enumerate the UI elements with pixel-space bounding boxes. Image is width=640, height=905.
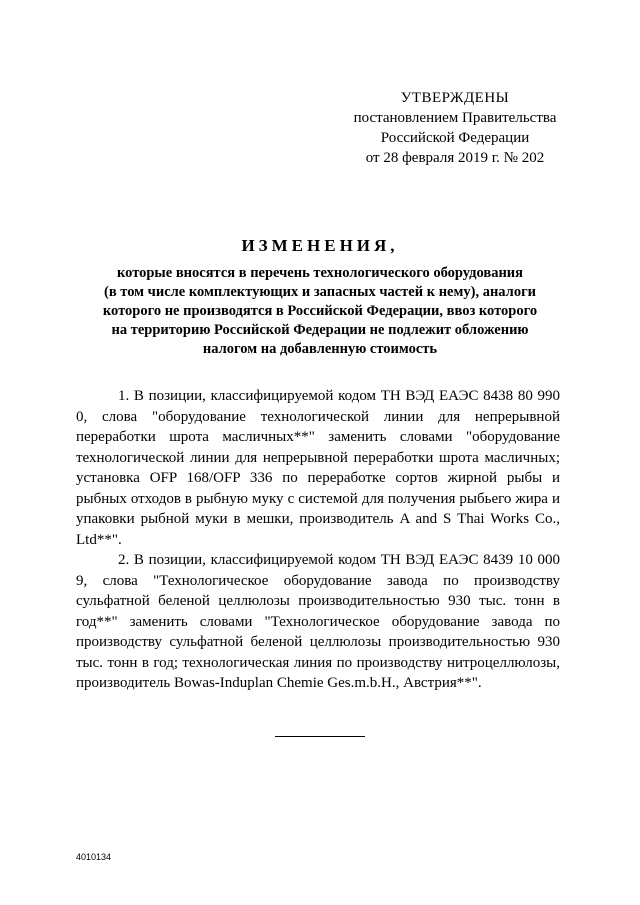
subtitle-line-1: которые вносятся в перечень технологического оборудования	[116, 265, 524, 281]
approval-block	[330, 88, 580, 168]
paragraph-2: 2. В позиции, классифицируемой кодом ТН ВЭД ЕАЭС 8439 10 000 9, слова "Технологическое оборудование завода по производству сульфатной беленой целлюлозы производительностью 930 тыс. тонн в год**" заменить словами "Технологическое оборудование завода по производству сульфатной беленой целлюлозы производительностью 930 тыс. тонн в год; технологическая линия по производству нитроцеллюлозы, производитель Bowas-Induplan Chemie Ges.m.b.H., Австрия**".	[76, 552, 560, 691]
approval-line-1: постановлением Правительства	[353, 110, 557, 126]
approval-line-3: от 28 февраля 2019 г. № 202	[365, 150, 545, 166]
approval-line-2: Российской Федерации	[380, 130, 530, 146]
approval-heading: УТВЕРЖДЕНЫ	[400, 90, 510, 106]
document-subtitle	[72, 264, 568, 359]
end-divider	[275, 736, 365, 737]
footer-document-code: 4010134	[76, 852, 112, 862]
document-body	[76, 386, 560, 694]
subtitle-line-5: налогом на добавленную стоимость	[202, 341, 438, 357]
subtitle-line-3: которого не производятся в Российской Федерации, ввоз которого	[102, 303, 538, 319]
subtitle-line-4: на территорию Российской Федерации не подлежит обложению	[111, 322, 529, 338]
document-title: ИЗМЕНЕНИЯ,	[241, 236, 399, 255]
subtitle-line-2: (в том числе комплектующих и запасных частей к нему), аналоги	[103, 284, 537, 300]
paragraph-1: 1. В позиции, классифицируемой кодом ТН ВЭД ЕАЭС 8438 80 990 0, слова "оборудование технологической линии для непрерывной переработки шрота масличных**" заменить словами "оборудование технологической линии для непрерывной переработки шрота масличных; установка OFP 168/OFP 336 по переработке сортов жирной рыбы и рыбных отходов в рыбную муку с системой для получения рыбьего жира и упаковки рыбной муки в мешки, производитель A and S Thai Works Co., Ltd**".	[76, 388, 560, 548]
